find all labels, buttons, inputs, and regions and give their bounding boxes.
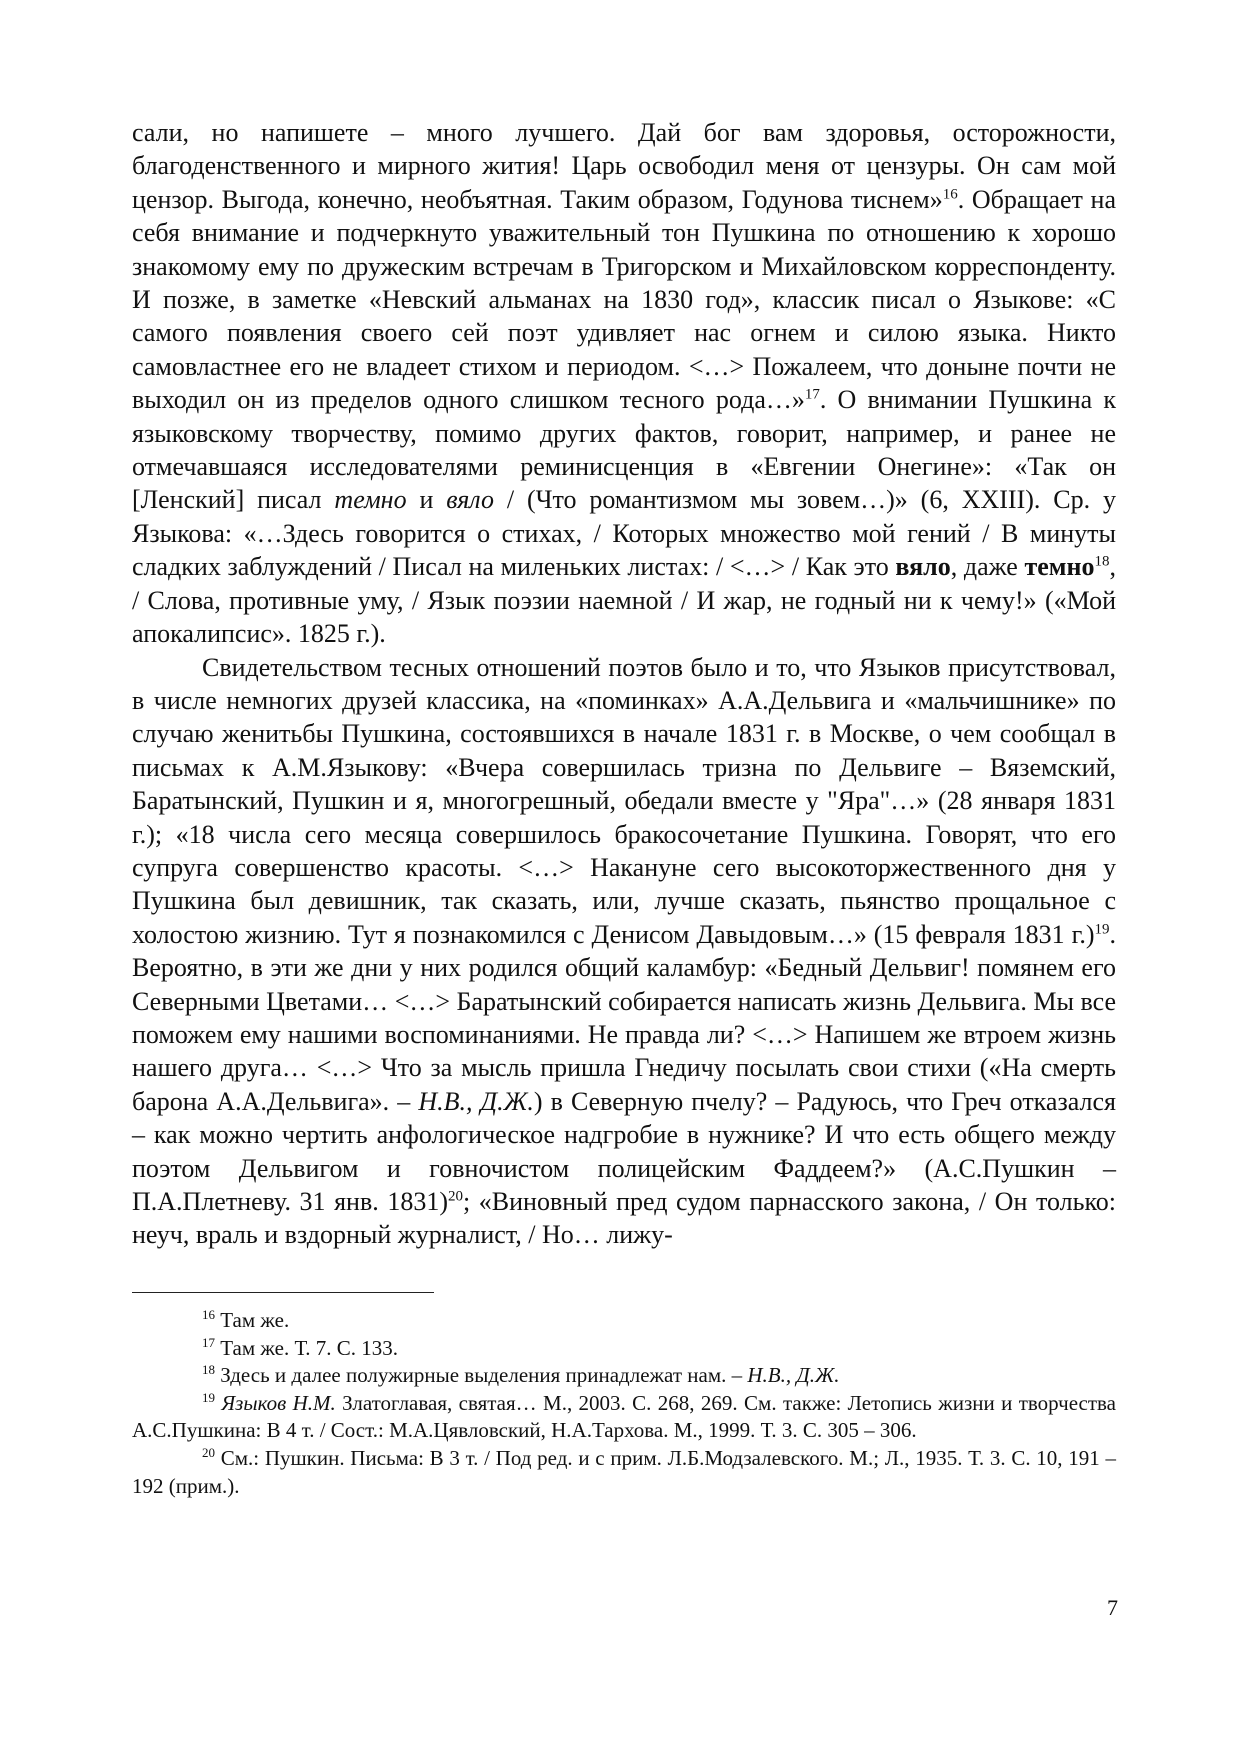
footnote-italic: Языков Н.М.	[221, 1390, 336, 1415]
footnote-separator	[132, 1292, 434, 1293]
bold-word: вяло	[895, 552, 951, 582]
footnote-ref-16: 16	[942, 186, 958, 203]
italic-word: темно	[334, 485, 407, 515]
main-text	[132, 116, 1116, 1252]
text-run: . О внимании Пушкина к языковскому творчеству, помимо других фактов, говорит, например, и ранее не отмечавшаяся исследователями реминисценция в «Евгении Онегине»: «Так он [Ленский] писал	[132, 385, 1116, 515]
footnote-19	[132, 1390, 1116, 1445]
italic-initials: Н.В., Д.Ж.	[418, 1086, 534, 1116]
text-run: ; «Виновный пред судом парнасского закона, / Он только: неуч, враль и вздорный журналист, / Но… лижу-	[132, 1187, 1116, 1250]
footnote-text: Златоглавая, святая… М., 2003. С. 268, 269. См. также: Летопись жизни и творчества А.С.Пушкина: В 4 т. / Сост.: М.А.Цявловский, Н.А.Тархова. М., 1999. Т. 3. С. 305 – 306.	[132, 1390, 1117, 1443]
footnote-number: 16	[202, 1307, 215, 1322]
footnote-20	[132, 1445, 1116, 1500]
footnote-text: См.: Пушкин. Письма: В 3 т. / Под ред. и с прим. Л.Б.Модзалевского. М.; Л., 1935. Т. 3. С. 10, 191 – 192 (прим.).	[132, 1445, 1116, 1498]
footnote-number: 20	[202, 1444, 215, 1460]
italic-word: вяло	[446, 485, 494, 515]
text-run: и	[406, 485, 447, 515]
footnote-number: 19	[202, 1389, 215, 1405]
footnote-17	[132, 1335, 1116, 1363]
footnote-text: Здесь и далее полужирные выделения принадлежат нам. –	[215, 1363, 748, 1388]
footnotes	[132, 1307, 1116, 1500]
footnote-number: 17	[202, 1334, 215, 1350]
footnote-number: 18	[202, 1362, 215, 1378]
text-run: . Вероятно, в эти же дни у них родился общий каламбур: «Бедный Дельвиг! помянем его Северными Цветами… <…> Баратынский собирается написать жизнь Дельвига. Мы все поможем ему нашими воспоминаниями. Не правда ли? <…> Напишем же втроем жизнь нашего друга… <…> Что за мысль пришла Гнедичу посылать свои стихи («На смерть барона А.А.Дельвига». –	[132, 919, 1116, 1116]
footnote-18	[132, 1362, 1116, 1390]
text-run: / (Что романтизмом мы зовем…)» (6, XXIII). Ср. у Языкова: «…Здесь говорится о стихах, / Которых множество мой гений / В минуты сладких заблуждений / Писал на миленьких листах: / <…> / Как это	[132, 485, 1117, 582]
text-run: Свидетельством тесных отношений поэтов было и то, что Языков присутствовал, в числе немногих друзей классика, на «поминках» А.А.Дельвига и «мальчишнике» по случаю женитьбы Пушкина, состоявшихся в начале 1831 г. в Москве, о чем сообщал в письмах к А.М.Языкову: «Вчера совершилась тризна по Дельвиге – Вяземский, Баратынский, Пушкин и я, многогрешный, обедали вместе у "Яра"…» (28 января 1831 г.); «18 числа сего месяца совершилось бракосочетание Пушкина. Говорят, что его супруга совершенство красоты. <…> Накануне сего высокоторжественного дня у Пушкина был девишник, так сказать, или, лучше сказать, пьянство прощальное с холостою жизнию. Тут я познакомился с Денисом Давыдовым…» (15 февраля 1831 г.)	[132, 652, 1116, 949]
paragraph-2	[132, 651, 1116, 1252]
text-run: . Обращает на себя внимание и подчеркнуто уважительный тон Пушкина по отношению к хорошо знакомому ему по дружеским встречам в Тригорском и Михайловском корреспонденту. И позже, в заметке «Невский альманах на 1830 год», классик писал о Языкове: «С самого появления своего сей поэт удивляет нас огнем и силою языка. Никто самовластнее его не владеет стихом и периодом. <…> Пожалеем, что доныне почти не выходил он из пределов одного слишком тесного рода…»	[132, 184, 1116, 415]
footnote-text: Там же. Т. 7. С. 133.	[215, 1335, 398, 1360]
footnote-ref-17: 17	[804, 386, 820, 403]
text-run: , даже	[950, 552, 1025, 582]
footnote-italic: Н.В., Д.Ж.	[747, 1363, 840, 1388]
footnote-ref-20: 20	[447, 1188, 463, 1205]
text-run: ) в Северную пчелу? – Радуюсь, что Греч отказался – как можно чертить анфологическое надгробие в нужнике? И что есть общего между поэтом Дельвигом и говночистом полицейским Фаддеем?» (А.С.Пушкин – П.А.Плетневу. 31 янв. 1831)	[132, 1086, 1116, 1216]
footnote-ref-19: 19	[1094, 921, 1110, 938]
text-run: сали, но напишете – много лучшего. Дай бог вам здоровья, осторожности, благоденственного и мирного жития! Царь освободил меня от цензуры. Он сам мой цензор. Выгода, конечно, необъятная. Таким образом, Годунова тиснем»	[132, 118, 1116, 214]
text-run: , / Слова, противные уму, / Язык поэзии наемной / И жар, не годный ни к чему!» («Мой апокалипсис». 1825 г.).	[132, 552, 1116, 649]
paragraph-1	[132, 116, 1116, 651]
bold-word: темно	[1024, 552, 1095, 582]
page-number: 7	[1107, 1595, 1118, 1620]
footnote-text: Там же.	[215, 1308, 290, 1332]
footnote-16	[132, 1307, 1116, 1335]
footnote-ref-18: 18	[1094, 553, 1110, 570]
